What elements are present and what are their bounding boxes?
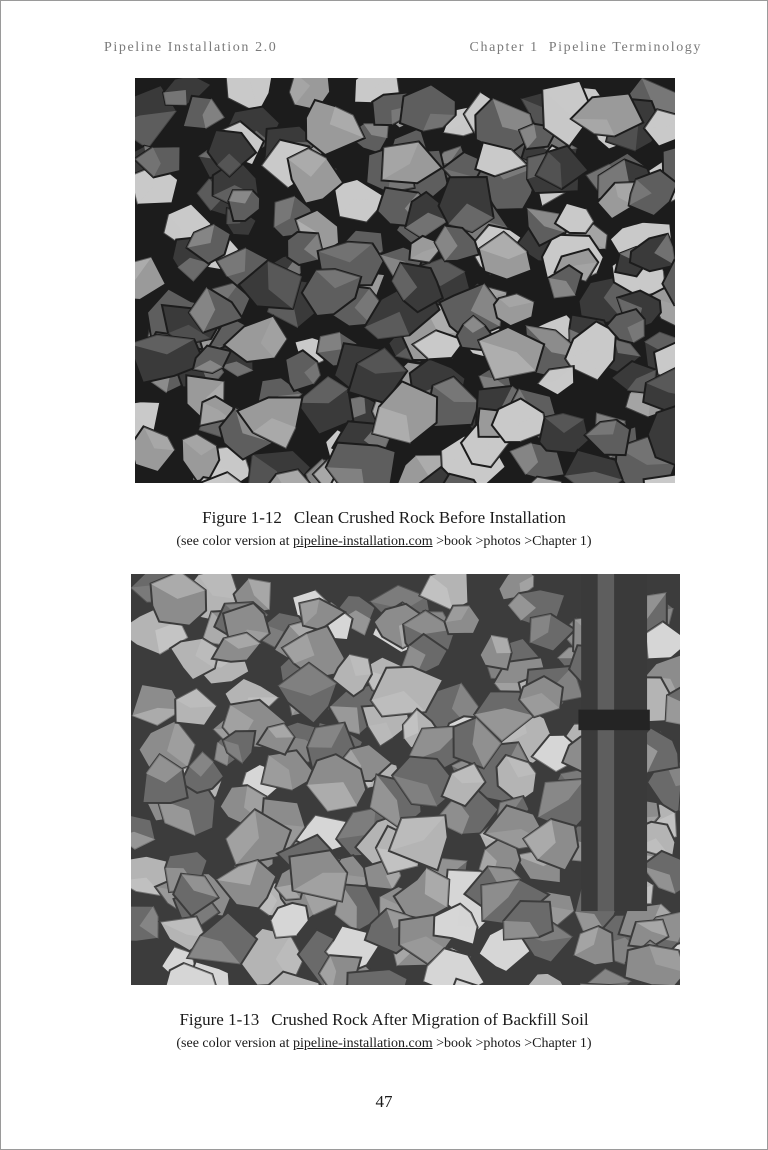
caption-note [0,1036,768,1052]
crushed-rock-image [135,78,675,483]
website-link[interactable]: pipeline-installation.com [293,534,433,549]
chapter-heading [470,40,702,56]
running-header [104,40,702,56]
rock-with-soil-photo [131,574,680,985]
chapter-label: Chapter 1 [469,40,539,55]
book-title: Pipeline Installation 2.0 [104,40,278,55]
note-prefix: (see color version at [176,534,290,549]
pipe-joint [578,710,649,731]
figure-title: Crushed Rock After Migration of Backfill Soil [271,1010,589,1029]
figure-number: Figure 1-13 [179,1010,260,1029]
figure-caption-2 [0,1010,768,1052]
website-link[interactable]: pipeline-installation.com [293,1036,433,1051]
page-number: 47 [375,1092,393,1111]
rock-with-soil-image [131,574,680,985]
rock-highlight [163,90,187,105]
crushed-rock-photo [135,78,675,483]
figure-title: Clean Crushed Rock Before Installation [293,508,566,527]
note-suffix: >book >photos >Chapter 1) [436,534,592,549]
figure-number: Figure 1-12 [202,508,282,527]
chapter-title: Pipeline Terminology [548,40,702,55]
caption-title [0,1010,768,1030]
note-suffix: >book >photos >Chapter 1) [436,1036,592,1051]
caption-title [0,508,768,528]
figure-caption-1 [0,508,768,550]
pipe-sheen [598,574,614,911]
note-prefix: (see color version at [176,1036,290,1051]
caption-note [0,534,768,550]
